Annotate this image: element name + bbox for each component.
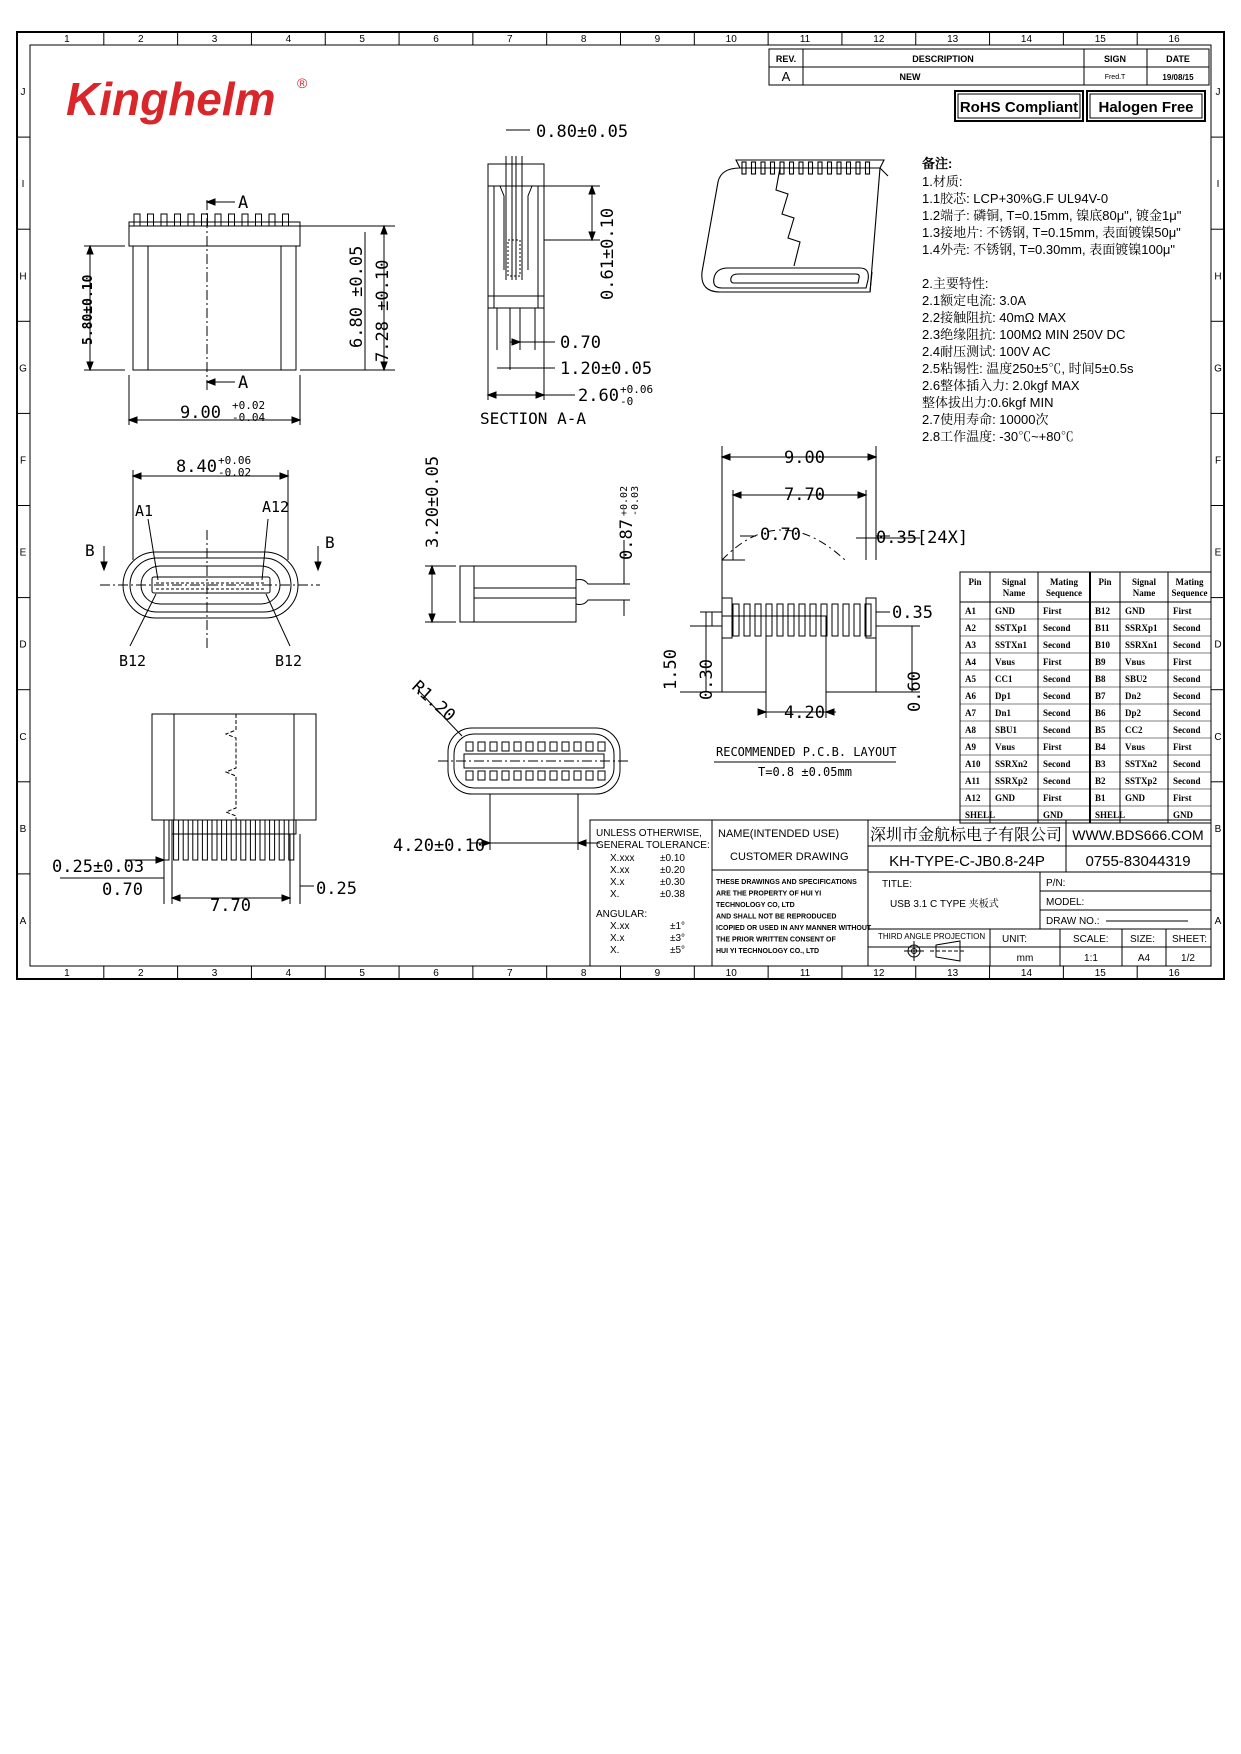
dim-pcb-150: 1.50 [661,649,681,690]
legal-line: HUI YI TECHNOLOGY CO., LTD [716,948,820,955]
dim-top-width-minus: -0.04 [232,411,266,424]
dim-top-width: 9.00 [180,403,221,423]
tolerance-value: ±0.10 [660,853,685,864]
label-a1: A1 [135,502,154,520]
pin-table-cell: Second [1173,691,1201,701]
grid-row-right: B [1214,823,1222,835]
pin-table-cell: GND [1173,810,1193,820]
pin-table-cell: SHELL [965,810,996,820]
scale-label: SCALE: [1073,934,1109,945]
grid-col-top: 7 [507,34,513,45]
pin-table-cell: SSRXn1 [1125,640,1158,650]
dim-bottom-770: 7.70 [210,896,251,916]
pcb-thickness: T=0.8 ±0.05mm [758,765,852,779]
grid-col-bottom: 9 [654,968,661,979]
tolerance-value: ±0.30 [660,877,685,888]
dim-bottom-025-03: 0.25±0.03 [52,857,145,877]
pin-table-cell: Second [1043,708,1071,718]
angular-key: X.xx [610,921,630,932]
legal-line: AND SHALL NOT BE REPRODUCED [716,913,837,921]
pin-table-header: Pin [1098,577,1112,587]
grid-row-left: D [19,639,27,651]
angular-value: ±1° [670,921,686,932]
pin-table-cell: First [1173,742,1192,752]
pin-table-header: Signal Name [1001,577,1027,598]
angular-title: ANGULAR: [596,909,648,920]
dim-pcb-060: 0.60 [905,671,925,712]
tolerance-title: UNLESS OTHERWISE, [596,828,702,839]
description-value: NEW [899,72,921,82]
pin-table-cell: A11 [965,776,981,786]
notes-block [922,156,1182,444]
pin-table-cell: B3 [1095,759,1106,769]
pin-table-cell: Vвus [995,657,1015,667]
angular-key: X.x [610,933,625,944]
date-value: 19/08/15 [1162,73,1194,82]
angular-key: X. [610,945,620,956]
pin-table [960,572,1211,823]
note-line: 整体拔出力:0.6kgf MIN [922,395,1054,410]
note-line: 2.8工作温度: -30℃~+80℃ [922,429,1074,444]
note-line: 1.材质: [922,174,963,189]
grid-col-bottom: 12 [873,968,885,979]
rev-header: REV. [775,54,797,64]
pin-table-cell: A1 [965,606,976,616]
pin-table-cell: Dp1 [995,691,1012,701]
pin-table-cell: A3 [965,640,976,650]
pin-table-cell: B10 [1095,640,1111,650]
svg-text:RoHS Compliant: RoHS Compliant [959,99,1079,116]
grid-row-right: J [1215,87,1221,99]
dim-height-728: 7.28 ±0.10 [373,259,393,362]
grid-row-right: C [1214,731,1222,743]
pin-table-header: Signal Name [1131,577,1157,598]
projection-label: THIRD ANGLE PROJECTION [878,932,986,941]
pin-table-cell: GND [1125,793,1145,803]
part-number: KH-TYPE-C-JB0.8-24P [889,853,1045,870]
pin-table-cell: GND [1043,810,1063,820]
grid-row-left: I [21,179,25,191]
pin-table-cell: SSTXn2 [1125,759,1158,769]
scale-value: 1:1 [1084,953,1098,964]
dim-pcb-035-24x: 0.35[24X] [876,528,969,548]
grid-row-left: F [19,455,27,467]
dim-section-080: 0.80±0.05 [536,122,629,142]
pin-table-header: Mating Sequence [1046,577,1082,598]
pin-table-cell: Second [1173,759,1201,769]
legal-notice [716,879,872,955]
pin-table-cell: CC1 [995,674,1013,684]
grid-row-right: G [1214,363,1222,375]
grid-col-top: 11 [799,34,811,45]
pin-table-cell: First [1173,793,1192,803]
pin-table-cell: Second [1043,640,1071,650]
dim-front-840-minus: -0.02 [218,466,252,479]
grid-col-top: 2 [137,34,144,45]
pin-table-cell: GND [995,606,1015,616]
pin-table-cell: Vвus [1125,657,1145,667]
pin-table-cell: Vвus [1125,742,1145,752]
dim-bottom-070: 0.70 [102,880,143,900]
sheet-label: SHEET: [1172,934,1208,945]
pcb-title: RECOMMENDED P.C.B. LAYOUT [716,745,897,759]
dim-pcb-900: 9.00 [784,448,825,468]
grid-col-bottom: 6 [433,968,439,979]
pin-table-cell: First [1173,657,1192,667]
grid-col-top: 10 [725,34,737,45]
size-label: SIZE: [1130,934,1156,945]
dim-section-120: 1.20±0.05 [560,359,653,379]
kinghelm-logo: Kinghelm [66,73,276,125]
note-line: 1.2端子: 磷铜, T=0.15mm, 镍底80μ", 镀金1μ" [922,208,1182,223]
grid-col-bottom: 8 [580,968,587,979]
grid-col-bottom: 7 [507,968,513,979]
pin-table-cell: SSTXp1 [995,623,1028,633]
phone: 0755-83044319 [1085,853,1191,870]
pin-table-header: Mating Sequence [1171,577,1208,598]
pin-table-cell: First [1043,657,1062,667]
grid-row-left: J [20,87,26,99]
name-label: NAME(INTENDED USE) [718,828,840,840]
dim-pcb-030: 0.30 [697,659,717,700]
pin-table-cell: SSTXn1 [995,640,1028,650]
legal-line: ARE THE PROPERTY OF HUI YI [716,890,822,898]
pin-table-cell: SSRXn2 [995,759,1028,769]
tolerance-value: ±0.38 [660,889,685,900]
note-line: 2.5粘锡性: 温度250±5℃, 时间5±0.5s [922,361,1134,376]
dim-height-680: 6.80 ±0.05 [347,245,367,348]
pin-table-cell: Dn2 [1125,691,1142,701]
unit-value: mm [1016,953,1034,964]
tolerance-key: X.x [610,877,625,888]
pin-table-cell: B2 [1095,776,1106,786]
pin-table-cell: SHELL [1095,810,1126,820]
grid-row-right: I [1216,179,1220,191]
pin-table-cell: A9 [965,742,976,752]
grid-col-bottom: 13 [947,968,959,979]
grid-col-bottom: 3 [211,968,218,979]
grid-col-top: 16 [1168,34,1180,45]
company-cn: 深圳市金航标电子有限公司 [870,827,1063,844]
sign-value: Fred.T [1104,74,1126,81]
title-label: TITLE: [882,879,913,890]
pin-table-cell: First [1173,606,1192,616]
grid-row-right: E [1214,547,1222,559]
grid-col-top: 5 [359,34,365,45]
pin-table-cell: SBU2 [1125,674,1148,684]
grid-row-left: A [19,915,27,927]
pin-table-cell: Second [1043,691,1071,701]
dim-side-087: 0.87 [617,519,637,560]
pin-table-cell: A4 [965,657,976,667]
grid-row-right: H [1214,271,1222,283]
sheet-value: 1/2 [1181,953,1195,964]
grid-row-left: H [19,271,27,283]
pin-table-cell: B7 [1095,691,1106,701]
pin-table-cell: First [1043,793,1062,803]
isometric-view [702,160,888,292]
pin-table-cell: B8 [1095,674,1106,684]
grid-row-left: G [19,363,27,375]
pin-table-cell: Second [1173,674,1201,684]
pin-table-cell: SSRXp1 [1125,623,1158,633]
pin-table-cell: A5 [965,674,976,684]
grid-row-right: F [1214,455,1222,467]
pin-table-cell: Dp2 [1125,708,1142,718]
grid-col-bottom: 4 [285,968,292,979]
pin-table-cell: A7 [965,708,976,718]
grid-col-bottom: 14 [1020,968,1033,979]
grid-col-top: 15 [1094,34,1106,45]
grid-col-bottom: 1 [64,968,70,979]
dim-front-840-plus: +0.06 [218,454,252,467]
pin-table-cell: Second [1173,776,1201,786]
pin-table-cell: Second [1043,674,1071,684]
dim-face-420: 4.20±0.10 [393,836,486,856]
draw-no-label: DRAW NO.: [1046,916,1100,927]
pin-table-cell: A2 [965,623,976,633]
tolerance-sub: GENERAL TOLERANCE: [596,840,710,851]
dim-front-840: 8.40 [176,457,217,477]
dim-section-260-plus: +0.06 [620,383,654,396]
front-view [100,470,321,650]
pin-table-cell: GND [995,793,1015,803]
section-a-top: A [238,193,249,213]
dim-section-070: 0.70 [560,333,601,353]
note-line: 2.4耐压测试: 100V AC [922,344,1051,359]
pin-table-cell: GND [1125,606,1145,616]
grid-col-top: 6 [433,34,439,45]
dim-left-height: 5.80±0.10 [81,274,96,345]
halogen-free-badge [1087,91,1205,121]
grid-row-right: A [1214,915,1222,927]
pin-table-cell: A8 [965,725,976,735]
pin-table-cell: Second [1173,640,1201,650]
pin-table-cell: First [1043,742,1062,752]
dim-pcb-420: 4.20 [784,703,825,723]
dim-pcb-070: 0.70 [760,525,801,545]
section-title: SECTION A-A [480,409,586,428]
grid-col-top: 8 [580,34,587,45]
grid-col-top: 12 [873,34,885,45]
pin-table-cell: SSRXp2 [995,776,1028,786]
label-b12-left: B12 [119,652,147,670]
grid-col-bottom: 10 [725,968,737,979]
pin-table-cell: Vвus [995,742,1015,752]
notes-title: 备注: [922,156,953,171]
dim-section-260: 2.60 [578,386,619,406]
pin-table-cell: Second [1173,708,1201,718]
legal-line: THESE DRAWINGS AND SPECIFICATIONS [716,879,857,886]
pin-table-cell: B11 [1095,623,1110,633]
pin-table-cell: B12 [1095,606,1111,616]
note-line: 2.6整体插入力: 2.0kgf MAX [922,378,1080,393]
model-label: MODEL: [1046,897,1085,908]
angular-value: ±3° [670,933,686,944]
pin-table-cell: B6 [1095,708,1106,718]
label-b-right: B [325,533,335,552]
rev-value: A [781,69,791,84]
pin-table-cell: B5 [1095,725,1106,735]
note-line: 2.3绝缘阻抗: 100MΩ MIN 250V DC [922,327,1126,342]
dim-pcb-035: 0.35 [892,603,933,623]
grid-col-top: 4 [285,34,292,45]
note-line: 2.主要特性: [922,276,989,291]
pin-table-cell: B1 [1095,793,1106,803]
pin-table-cell: Second [1043,759,1071,769]
tolerance-key: X. [610,889,620,900]
pin-table-cell: A6 [965,691,976,701]
grid-col-bottom: 5 [359,968,365,979]
grid-row-left: B [19,823,27,835]
note-line: 1.3接地片: 不锈钢, T=0.15mm, 表面镀镍50μ" [922,225,1181,240]
description-header: DESCRIPTION [912,54,974,64]
pin-table-cell: A12 [965,793,981,803]
grid-col-top: 3 [211,34,218,45]
dim-section-061: 0.61±0.10 [598,207,618,300]
pin-table-cell: Second [1173,623,1201,633]
dim-side-087-minus: -0.03 [630,485,641,516]
pin-table-cell: First [1043,606,1062,616]
grid-row-left: E [19,547,27,559]
note-line: 2.7使用寿命: 10000次 [922,412,1049,427]
note-line: 2.2接触阻抗: 40mΩ MAX [922,310,1067,325]
section-a-bottom: A [238,373,249,393]
pin-table-cell: B4 [1095,742,1106,752]
rohs-badge [955,91,1083,121]
dim-side-087-plus: +0.02 [619,485,630,516]
pin-table-cell: A10 [965,759,981,769]
tolerance-value: ±0.20 [660,865,685,876]
grid-col-top: 9 [654,34,661,45]
dim-radius-120: R1.20 [407,676,460,726]
pn-label: P/N: [1046,878,1066,889]
registered-mark: ® [297,75,308,91]
pin-table-header: Pin [968,577,982,587]
note-line: 1.4外壳: 不锈钢, T=0.30mm, 表面镀镍100μ" [922,242,1176,257]
label-b12-right: B12 [275,652,303,670]
legal-line: THE PRIOR WRITTEN CONSENT OF [716,936,836,944]
size-value: A4 [1137,953,1151,964]
legal-line: TECHNOLOGY CO, LTD [716,902,795,909]
grid-row-left: C [19,731,27,743]
pin-table-cell: Dn1 [995,708,1012,718]
svg-text:Halogen Free: Halogen Free [1098,99,1194,116]
grid-col-top: 13 [947,34,959,45]
dim-section-260-minus: -0 [620,395,634,408]
pin-table-cell: B9 [1095,657,1106,667]
pin-table-cell: SBU1 [995,725,1018,735]
side-view [425,540,630,622]
pin-table-cell: CC2 [1125,725,1143,735]
grid-row-right: D [1214,639,1222,651]
tolerance-block [596,828,710,956]
angular-value: ±5° [670,945,686,956]
pin-table-cell: Second [1043,776,1071,786]
label-b-left: B [85,541,95,560]
tolerance-key: X.xxx [610,853,635,864]
pin-table-cell: Second [1173,725,1201,735]
grid-col-top: 14 [1020,34,1033,45]
grid-col-bottom: 15 [1094,968,1106,979]
pin-table-cell: Second [1043,725,1071,735]
unit-label: UNIT: [1002,934,1027,945]
dim-pcb-770: 7.70 [784,485,825,505]
tolerance-key: X.xx [610,865,630,876]
name-value: CUSTOMER DRAWING [730,851,849,863]
note-line: 2.1额定电流: 3.0A [922,293,1027,308]
label-a12: A12 [262,498,290,516]
title-value: USB 3.1 C TYPE 夹板式 [890,899,999,910]
grid-col-bottom: 2 [137,968,144,979]
pin-table-cell: SSTXp2 [1125,776,1158,786]
grid-col-bottom: 11 [799,968,811,979]
revision-table [769,49,1209,85]
date-header: DATE [1166,54,1190,64]
sign-header: SIGN [1103,54,1127,64]
note-line: 1.1胶芯: LCP+30%G.F UL94V-0 [922,191,1109,206]
website: WWW.BDS666.COM [1072,827,1204,843]
legal-line: ICOPIED OR USED IN ANY MANNER WITHOUT [716,925,872,932]
grid-col-bottom: 16 [1168,968,1180,979]
grid-col-top: 1 [64,34,70,45]
dim-top-width-plus: +0.02 [232,399,266,412]
dim-bottom-025: 0.25 [316,879,357,899]
pin-table-cell: Second [1043,623,1071,633]
dim-side-320: 3.20±0.05 [423,455,443,548]
